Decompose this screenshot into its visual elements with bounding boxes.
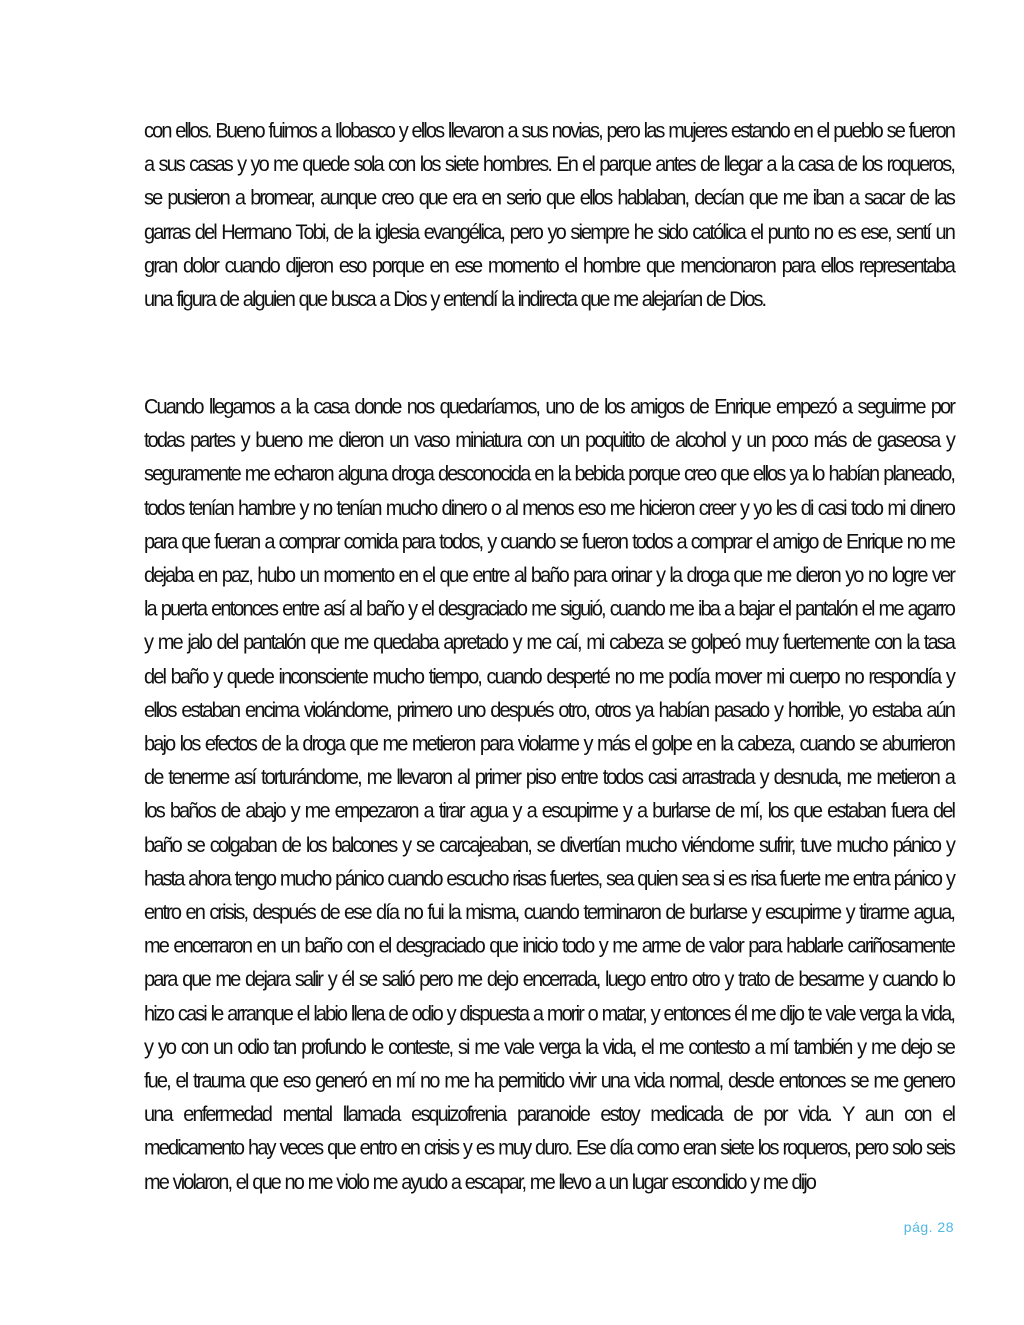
paragraph-1: con ellos. Bueno fuimos a Ilobasco y ellos llevaron a sus novias, pero las mujeres estando en el pueblo se fueron a sus casas y yo me quede sola con los siete hombres. En el parque antes de llegar a la casa de los roqueros, se pusieron a bromear, aunque creo que era en serio que ellos hablaban, decían que me iban a sacar de las garras del Hermano Tobi, de la iglesia evangélica, pero yo siempre he sido católica el punto no es ese, sentí un gran dolor cuando dijeron eso porque en ese momento el hombre que mencionaron para ellos representaba una figura de alguien que busca a Dios y entendí la indirecta que me alejarían de Dios. bbox=[144, 119, 954, 312]
paragraph-2: Cuando llegamos a la casa donde nos quedaríamos, uno de los amigos de Enrique empezó a seguirme por todas partes y bueno me dieron un vaso miniatura con un poquitito de alcohol y un poco más de gaseosa y seguramente me echaron alguna droga desconocida en la bebida porque creo que ellos ya lo habían planeado, todos tenían hambre y no tenían mucho dinero o al menos eso me hicieron creer y yo les di casi todo mi dinero para que fueran a comprar comida para todos, y cuando se fueron todos a comprar el amigo de Enrique no me dejaba en paz, hubo un momento en el que entre al baño para orinar y la droga que me dieron yo no logre ver la puerta entonces entre así al baño y el desgraciado me siguió, cuando me iba a bajar el pantalón el me agarro y me jalo del pantalón que me quedaba apretado y me caí, mi cabeza se golpeó muy fuertemente con la tasa del baño y quede inconsciente mucho tiempo, cuando desperté no me podía mover mi cuerpo no respondía y ellos estaban encima violándome, primero uno después otro, otros ya habían pasado y horrible, yo estaba aún bajo los efectos de la droga que me metieron para violarme y más el golpe en la cabeza, cuando se aburrieron de tenerme así torturándome, me llevaron al primer piso entre todos casi arrastrada y desnuda, me metieron a los baños de abajo y me empezaron a tirar agua y a escupirme y a burlarse de mí, los que estaban fuera del baño se colgaban de los balcones y se carcajeaban, se divertían mucho viéndome sufrir, tuve mucho pánico y hasta ahora tengo mucho pánico cuando escucho risas fuertes, sea quien sea si es risa fuerte me entra pánico y entro en crisis, después de ese día no fui la misma, cuando terminaron de burlarse y escupirme y tirarme agua, me encerraron en un baño con el desgraciado que inicio todo y me arme de valor para hablarle cariñosamente para que me dejara salir y él se salió pero me dejo encerrada, luego entro otro y trato de besarme y cuando lo hizo casi le arranque el labio llena de odio y dispuesta a morir o matar, y entonces él me dijo te vale verga la vida, y yo con un odio tan profundo le conteste, si me vale verga la vida, el me contesto a mí también y me dejo se fue, el trauma que eso generó en mí no me ha permitido vivir una vida normal, desde entonces se me genero una enfermedad mental llamada esquizofrenia paranoide estoy medicada de por vida. Y aun con el medicamento hay veces que entro en crisis y es muy duro. Ese día como eran siete los roqueros, pero solo seis me violaron, el que no me violo me ayudo a escapar, me llevo a un lugar escondido y me dijo bbox=[144, 395, 954, 1195]
page-number: pág. 28 bbox=[903, 1219, 954, 1235]
